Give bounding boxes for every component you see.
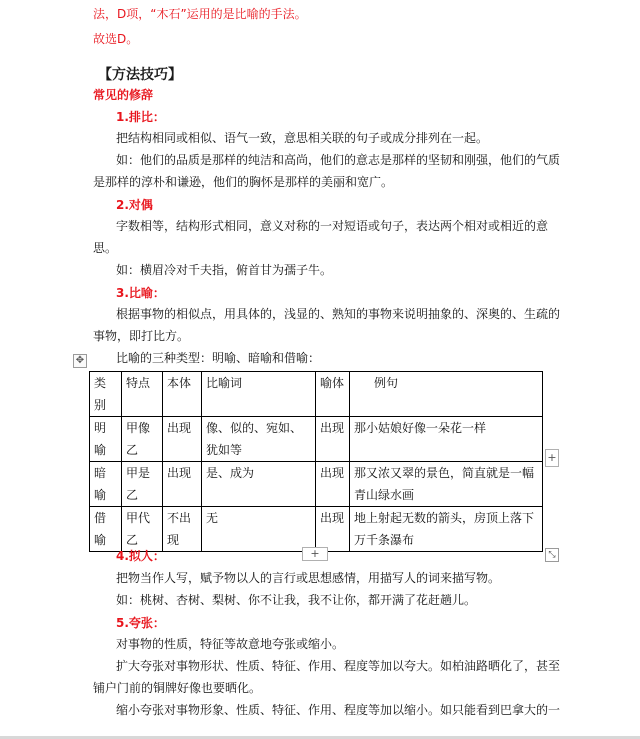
- paragraph: 把物当作人写，赋予物以人的言行或思想感情，用描写人的词来描写物。: [116, 571, 501, 585]
- table-row: [90, 462, 543, 507]
- table-move-handle-icon[interactable]: ✥: [73, 354, 87, 368]
- table-cell[interactable]: 地上射起无数的箭头，房顶上落下万千条瀑布: [350, 507, 543, 552]
- table-cell[interactable]: 出现: [316, 462, 350, 507]
- table-header-cell[interactable]: 喻体: [316, 372, 350, 417]
- table-header-cell[interactable]: 特点: [122, 372, 163, 417]
- paragraph: 如：他们的品质是那样的纯洁和高尚，他们的意志是那样的坚韧和刚强，他们的气质: [116, 153, 561, 167]
- table-header-cell[interactable]: 类别: [90, 372, 122, 417]
- section-title-kuazhang: 5.夸张：: [116, 616, 165, 630]
- table-header-cell[interactable]: 例句: [350, 372, 543, 417]
- table-cell[interactable]: 出现: [163, 462, 202, 507]
- table-cell[interactable]: 无: [202, 507, 316, 552]
- paragraph: 扩大夸张对事物形状、性质、特征、作用、程度等加以夸大。如柏油路晒化了，甚至: [116, 659, 561, 673]
- add-column-button[interactable]: +: [545, 449, 559, 467]
- table-cell[interactable]: 暗喻: [90, 462, 122, 507]
- paragraph: 比喻的三种类型：明喻、暗喻和借喻：: [116, 351, 321, 365]
- paragraph: 字数相等，结构形式相同，意义对称的一对短语或句子，表达两个相对或相近的意: [116, 219, 549, 233]
- table-cell[interactable]: 出现: [163, 417, 202, 462]
- table-cell[interactable]: 是、成为: [202, 462, 316, 507]
- table-cell[interactable]: 借喻: [90, 507, 122, 552]
- table-cell[interactable]: 甲代乙: [122, 507, 163, 552]
- common-rhetoric-title: 常见的修辞: [93, 88, 154, 102]
- paragraph: 根据事物的相似点，用具体的，浅显的、熟知的事物来说明抽象的、深奥的、生疏的: [116, 307, 561, 321]
- paragraph: 铺户门前的铜牌好像也要晒化。: [93, 681, 262, 695]
- table-cell[interactable]: 那又浓又翠的景色，简直就是一幅青山绿水画: [350, 462, 543, 507]
- paragraph: 缩小夸张对事物形象、性质、特征、作用、程度等加以缩小。如只能看到巴拿大的一: [116, 703, 561, 717]
- add-row-button[interactable]: +: [302, 547, 328, 561]
- section-title-biyu: 3.比喻：: [116, 286, 165, 300]
- table-cell[interactable]: 像、似的、宛如、犹如等: [202, 417, 316, 462]
- table-cell[interactable]: 甲是乙: [122, 462, 163, 507]
- paragraph: 思。: [93, 241, 118, 255]
- table-cell[interactable]: 出现: [316, 507, 350, 552]
- metaphor-types-table: [89, 371, 543, 552]
- table-cell[interactable]: 出现: [316, 417, 350, 462]
- prev-answer-line: 法，D项，“木石”运用的是比喻的手法。: [93, 7, 307, 21]
- table-cell[interactable]: 甲像乙: [122, 417, 163, 462]
- paragraph: 如：桃树、杏树、梨树、你不让我，我不让你，都开满了花赶趟儿。: [116, 593, 477, 607]
- paragraph: 对事物的性质，特征等故意地夸张或缩小。: [116, 637, 345, 651]
- table-header-cell[interactable]: 比喻词: [202, 372, 316, 417]
- table-cell[interactable]: 明喻: [90, 417, 122, 462]
- paragraph: 把结构相同或相似、语气一致，意思相关联的句子或成分排列在一起。: [116, 131, 489, 145]
- table-header-cell[interactable]: 本体: [163, 372, 202, 417]
- section-title-paibi: 1.排比：: [116, 110, 165, 124]
- table-row: [90, 507, 543, 552]
- paragraph: 事物，即打比方。: [93, 329, 190, 343]
- section-title-duiou: 2.对偶: [116, 198, 153, 212]
- paragraph: 如：横眉冷对千夫指，俯首甘为孺子牛。: [116, 263, 333, 277]
- section-title-niren: 4.拟人：: [116, 549, 165, 563]
- answer-choice-line: 故选D。: [93, 32, 139, 46]
- paragraph: 是那样的淳朴和谦逊，他们的胸怀是那样的美丽和宽广。: [93, 175, 394, 189]
- table-resize-handle-icon[interactable]: ⤡: [545, 548, 559, 562]
- table-row: [90, 417, 543, 462]
- table-cell[interactable]: 那小姑娘好像一朵花一样: [350, 417, 543, 462]
- table-header-row: [90, 372, 543, 417]
- method-heading: 【方法技巧】: [98, 67, 182, 83]
- table-cell[interactable]: 不出现: [163, 507, 202, 552]
